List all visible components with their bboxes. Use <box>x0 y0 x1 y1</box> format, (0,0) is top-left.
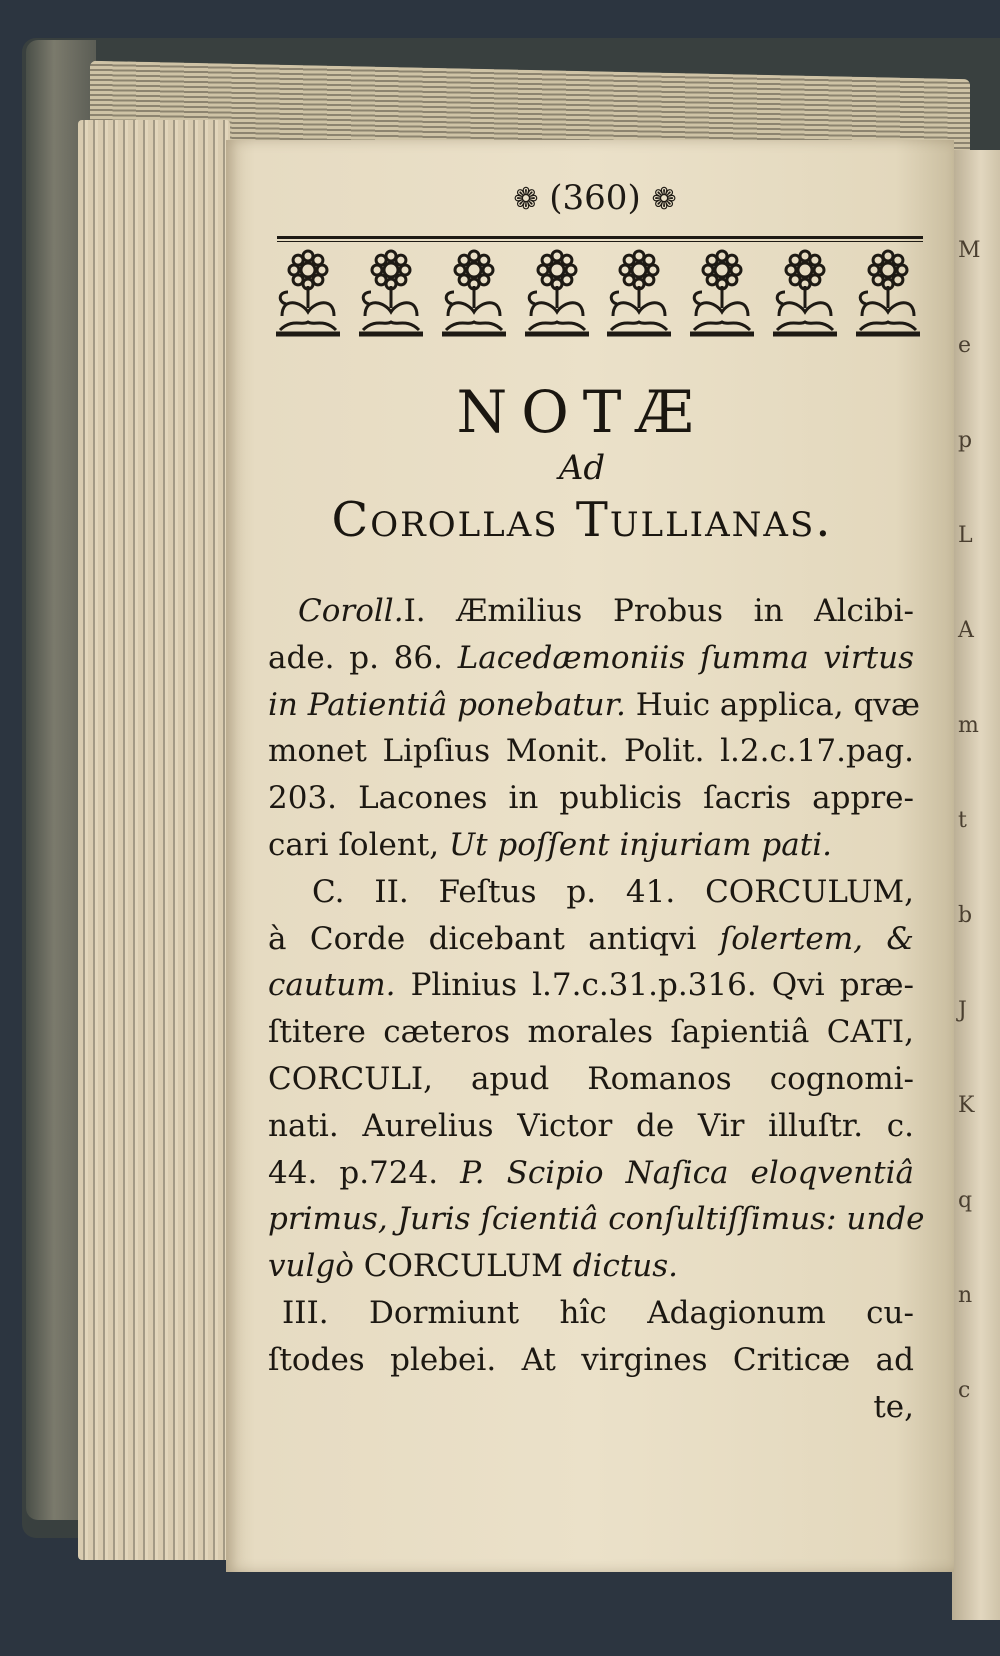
text-segment: dictus. <box>572 1248 679 1285</box>
page-title: NOTÆ <box>456 378 708 446</box>
text-segment: ſtodes plebei. At virgines Criticæ ad <box>268 1341 914 1378</box>
floral-ornament-icon <box>769 246 841 338</box>
floral-ornament-band <box>272 244 924 340</box>
floral-ornament-icon <box>355 246 427 338</box>
next-page-fragment: c <box>958 1378 971 1403</box>
floral-ornament-icon <box>521 246 593 338</box>
floral-ornament-icon <box>272 246 344 338</box>
page-subtitle: Ad <box>558 448 606 488</box>
page-stack-edges <box>78 120 230 1560</box>
floral-ornament-icon <box>603 246 675 338</box>
text-segment: in Patientiâ ponebatur. <box>268 686 626 723</box>
text-line <box>268 916 914 963</box>
text-segment: 203. Lacones in publicis ſacris appre- <box>268 780 914 817</box>
text-segment: ade. p. 86. <box>268 639 458 676</box>
text-segment: monet Lipſius Monit. Polit. l.2.c.17.pag. <box>268 733 914 770</box>
text-segment: CORCULI, apud Romanos cognomi- <box>268 1060 914 1097</box>
text-segment: III. Dormiunt hîc Adagionum cu- <box>282 1294 914 1331</box>
text-line <box>268 1337 914 1384</box>
text-segment: Ut poſſent injuriam pati. <box>448 826 832 863</box>
text-segment: primus, Juris ſcientiâ conſultiſſimus: unde <box>268 1201 925 1238</box>
flower-ornament-icon: ❁ <box>513 182 539 217</box>
floral-ornament-icon <box>686 246 758 338</box>
next-page-fragment: A <box>958 618 974 643</box>
page-number-text: (360) <box>549 178 641 218</box>
next-page-fragment: q <box>958 1188 973 1213</box>
text-segment: à Corde dicebant antiqvi <box>268 920 720 957</box>
text-segment: 44. p.724. <box>268 1154 461 1191</box>
text-line <box>268 1243 914 1290</box>
flower-ornament-icon: ❁ <box>651 182 677 217</box>
text-line <box>268 1290 914 1337</box>
next-page-fragment: m <box>958 713 979 738</box>
next-page-fragment: b <box>958 903 973 928</box>
text-segment: CORCULUM <box>353 1248 573 1285</box>
body-text <box>268 588 925 1430</box>
next-page-fragment: L <box>958 523 973 548</box>
text-line <box>268 962 914 1009</box>
floral-ornament-icon <box>852 246 924 338</box>
text-line <box>268 728 914 775</box>
page-subtitle-main: Corollas Tullianas. <box>331 492 833 548</box>
text-segment: cautum. <box>268 967 396 1004</box>
text-line <box>268 869 914 916</box>
text-segment: Coroll. <box>298 593 404 629</box>
text-segment: Plinius l.7.c.31.p.316. Qvi præ- <box>395 967 914 1004</box>
next-page-fragment: M <box>958 238 981 263</box>
text-segment: P. Scipio Naſica eloqventiâ <box>460 1154 914 1191</box>
header-rule-thin <box>277 241 923 242</box>
text-line <box>268 1150 914 1197</box>
text-line <box>268 1384 914 1431</box>
header-rule <box>277 236 923 239</box>
text-line <box>268 1196 925 1243</box>
text-segment: I. Æmilius Probus in Alcibi- <box>403 593 914 629</box>
next-page-fragment: p <box>958 428 973 453</box>
floral-ornament-icon <box>438 246 510 338</box>
next-page-fragment: t <box>958 808 967 833</box>
text-line <box>268 635 914 682</box>
text-segment: C. II. Feſtus p. 41. CORCULUM, <box>312 873 914 910</box>
text-line <box>268 682 920 729</box>
text-segment: ſolertem, & <box>719 920 914 957</box>
text-segment: te, <box>873 1388 914 1425</box>
text-line <box>268 1103 914 1150</box>
text-segment: cari ſolent, <box>268 826 449 863</box>
next-page-fragment: K <box>958 1093 975 1118</box>
next-page-edge <box>952 150 1000 1620</box>
text-segment: Huic applica, qvæ <box>625 686 920 723</box>
text-segment: Lacedæmoniis ſumma virtus <box>457 639 914 676</box>
page-number <box>500 178 690 218</box>
text-line <box>268 1009 914 1056</box>
text-line <box>268 588 914 635</box>
text-segment: nati. Aurelius Victor de Vir illuſtr. c. <box>268 1107 914 1144</box>
text-segment: vulgò <box>268 1248 354 1285</box>
next-page-fragment: J <box>958 998 967 1023</box>
text-segment: ſtitere cæteros morales ſapientiâ CATI, <box>268 1014 914 1051</box>
next-page-fragment: n <box>958 1283 973 1308</box>
text-line <box>268 822 914 869</box>
next-page-fragment: e <box>958 333 972 358</box>
text-line <box>268 775 914 822</box>
text-line <box>268 1056 914 1103</box>
